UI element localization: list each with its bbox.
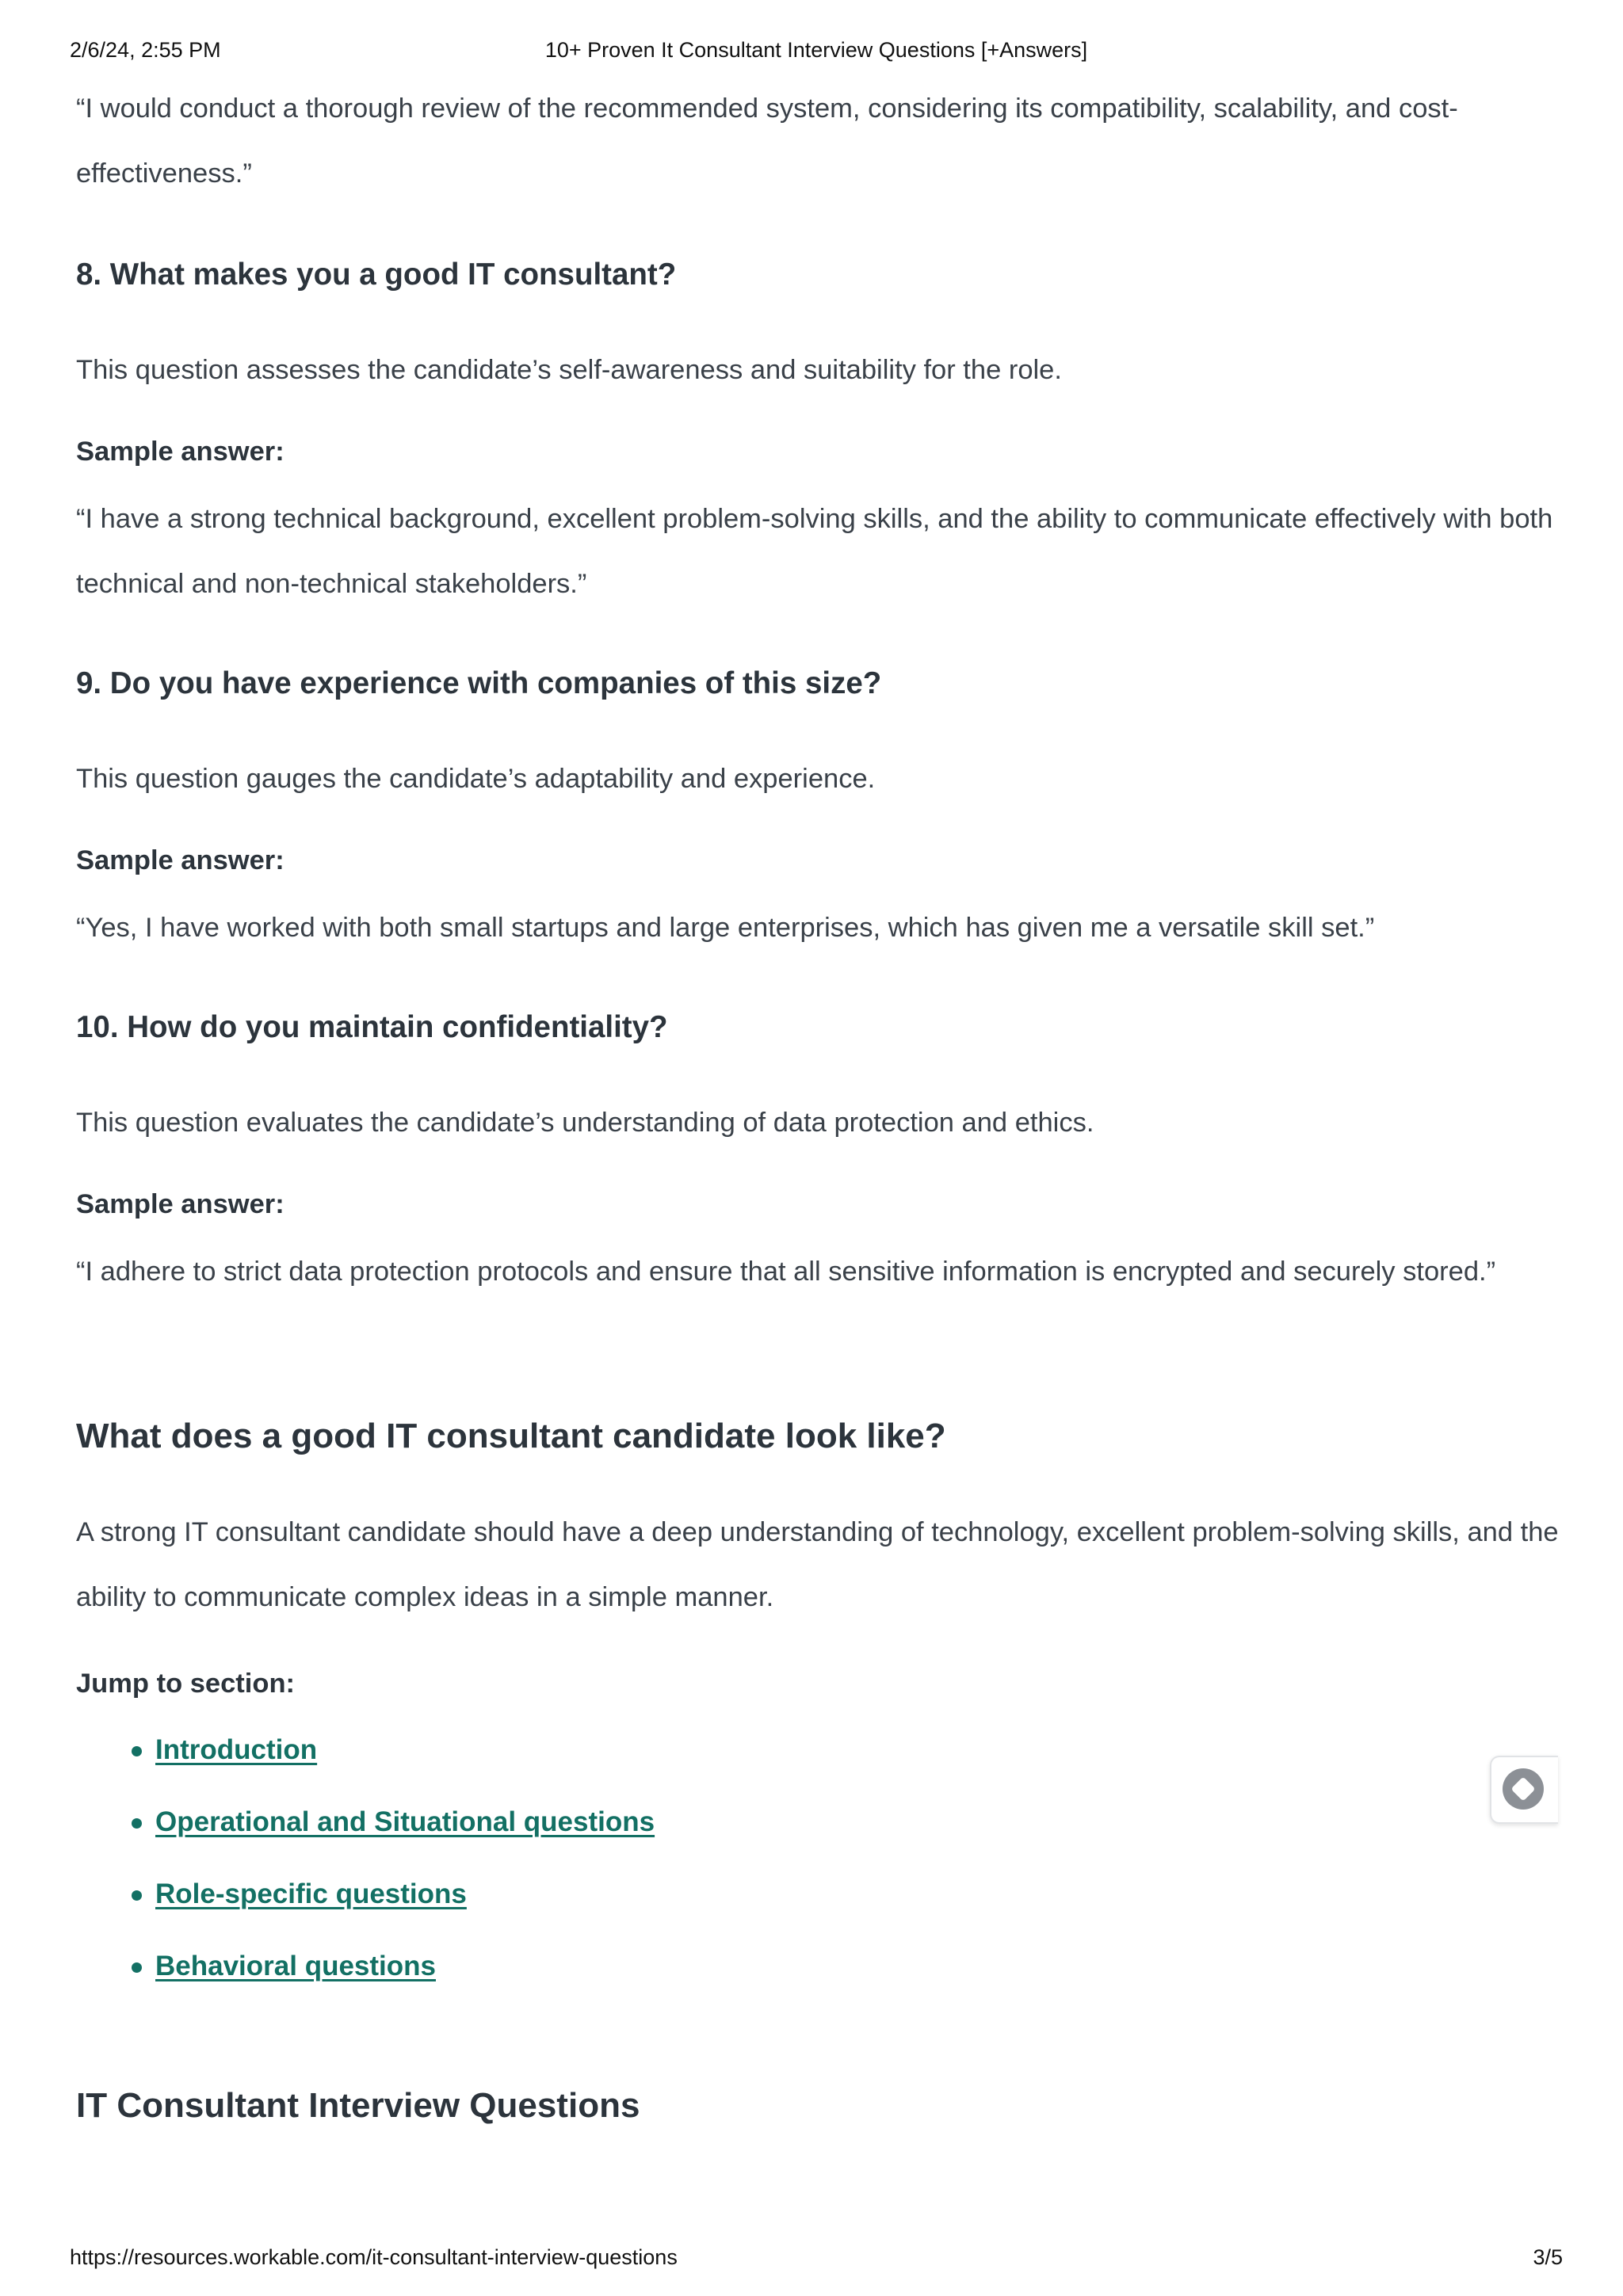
q10-heading: 10. How do you maintain confidentiality? xyxy=(76,1010,668,1044)
good-candidate-body: A strong IT consultant candidate should have a deep understanding of technology, excellent problem-solving skills, and the ability to communicate complex ideas in a simple manner. xyxy=(76,1517,1559,1612)
q7-sample-answer: “I would conduct a thorough review of the recommended system, considering its compatibility, scalability, and cost-effectiveness.” xyxy=(76,93,1458,189)
q9-sample-answer: “Yes, I have worked with both small startups and large enterprises, which has given me a versatile skill set.” xyxy=(76,913,1375,943)
it-consultant-questions-heading: IT Consultant Interview Questions xyxy=(76,2086,640,2125)
jump-list-item xyxy=(76,1948,655,2020)
q8-heading: 8. What makes you a good IT consultant? xyxy=(76,257,677,292)
q9-heading: 9. Do you have experience with companies of this size? xyxy=(76,666,882,700)
jump-list-item xyxy=(76,1804,655,1876)
jump-list-item xyxy=(76,1732,655,1804)
print-url: https://resources.workable.com/it-consultant-interview-questions xyxy=(70,2245,678,2269)
jump-link-behavioral[interactable]: Behavioral questions xyxy=(155,1951,436,1981)
print-datetime: 2/6/24, 2:55 PM xyxy=(70,38,221,62)
q9-description: This question gauges the candidate’s adaptability and experience. xyxy=(76,764,876,794)
q8-sample-answer: “I have a strong technical background, excellent problem-solving skills, and the ability to communicate effectively with both technical and non-technical stakeholders.” xyxy=(76,504,1553,599)
q8-description: This question assesses the candidate’s self-awareness and suitability for the role. xyxy=(76,355,1062,385)
q9-sample-label: Sample answer: xyxy=(76,845,285,875)
jump-to-section-list xyxy=(76,1732,655,2020)
q10-description: This question evaluates the candidate’s understanding of data protection and ethics. xyxy=(76,1108,1094,1138)
bullet-icon xyxy=(132,1746,142,1756)
floating-widget-button[interactable] xyxy=(1490,1756,1558,1824)
print-page-title: 10+ Proven It Consultant Interview Questions [+Answers] xyxy=(544,38,1088,62)
good-candidate-heading: What does a good IT consultant candidate look like? xyxy=(76,1417,946,1455)
jump-link-role-specific[interactable]: Role-specific questions xyxy=(155,1878,467,1909)
q10-sample-label: Sample answer: xyxy=(76,1189,285,1219)
print-page-number: 3/5 xyxy=(1533,2245,1563,2269)
bullet-icon xyxy=(132,1890,142,1901)
print-footer xyxy=(70,2245,1563,2277)
jump-to-section-label: Jump to section: xyxy=(76,1669,296,1699)
q10-sample-answer: “I adhere to strict data protection protocols and ensure that all sensitive information is encrypted and securely stored.” xyxy=(76,1257,1496,1287)
jump-link-introduction[interactable]: Introduction xyxy=(155,1734,318,1765)
bullet-icon xyxy=(132,1818,142,1829)
bullet-icon xyxy=(132,1962,142,1973)
q8-sample-label: Sample answer: xyxy=(76,437,285,467)
jump-list-item xyxy=(76,1876,655,1948)
jump-link-operational-situational[interactable]: Operational and Situational questions xyxy=(155,1806,655,1837)
